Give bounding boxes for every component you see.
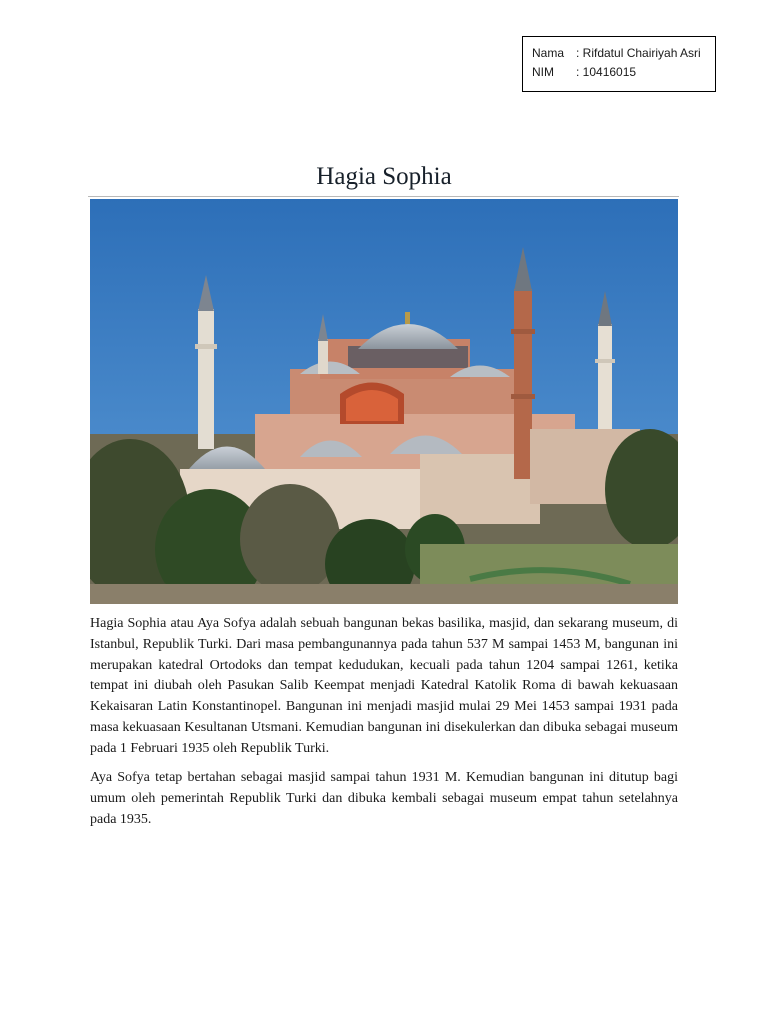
- name-value: : Rifdatul Chairiyah Asri: [576, 46, 701, 60]
- name-row: [532, 44, 715, 63]
- nim-value: : 10416015: [576, 65, 637, 79]
- student-identity-box: [522, 36, 716, 92]
- title-divider: [88, 196, 679, 197]
- nim-row: [532, 63, 715, 82]
- paragraph-history: Hagia Sophia atau Aya Sofya adalah sebuah bangunan bekas basilika, masjid, dan sekarang museum, di Istanbul, Republik Turki. Dari masa pembangunannya pada tahun 537 M sampai 1453 M, bangunan ini merupakan katedral Ortodoks dan tempat kedudukan, kecuali pada tahun 1204 sampai 1261, ketika tempat ini diubah oleh Pasukan Salib Keempat menjadi Katedral Katolik Roma di bawah kekuasaan Kekaisaran Latin Konstantinopel. Bangunan ini menjadi masjid mulai 29 Mei 1453 sampai 1931 pada masa kekuasaan Kesultanan Utsmani. Kemudian bangunan ini disekulerkan dan dibuka sebagai museum pada 1 Februari 1935 oleh Republik Turki.: [90, 616, 678, 756]
- document-title: Hagia Sophia: [316, 163, 452, 190]
- name-label: Nama: [532, 46, 565, 60]
- hagia-sophia-photo: [90, 199, 678, 604]
- paragraph-museum: Aya Sofya tetap bertahan sebagai masjid sampai tahun 1931 M. Kemudian bangunan ini ditutup bagi umum oleh pemerintah Republik Turki dan dibuka kembali sebagai museum empat tahun setelahnya pada 1935.: [90, 770, 678, 827]
- nim-label: NIM: [532, 65, 554, 79]
